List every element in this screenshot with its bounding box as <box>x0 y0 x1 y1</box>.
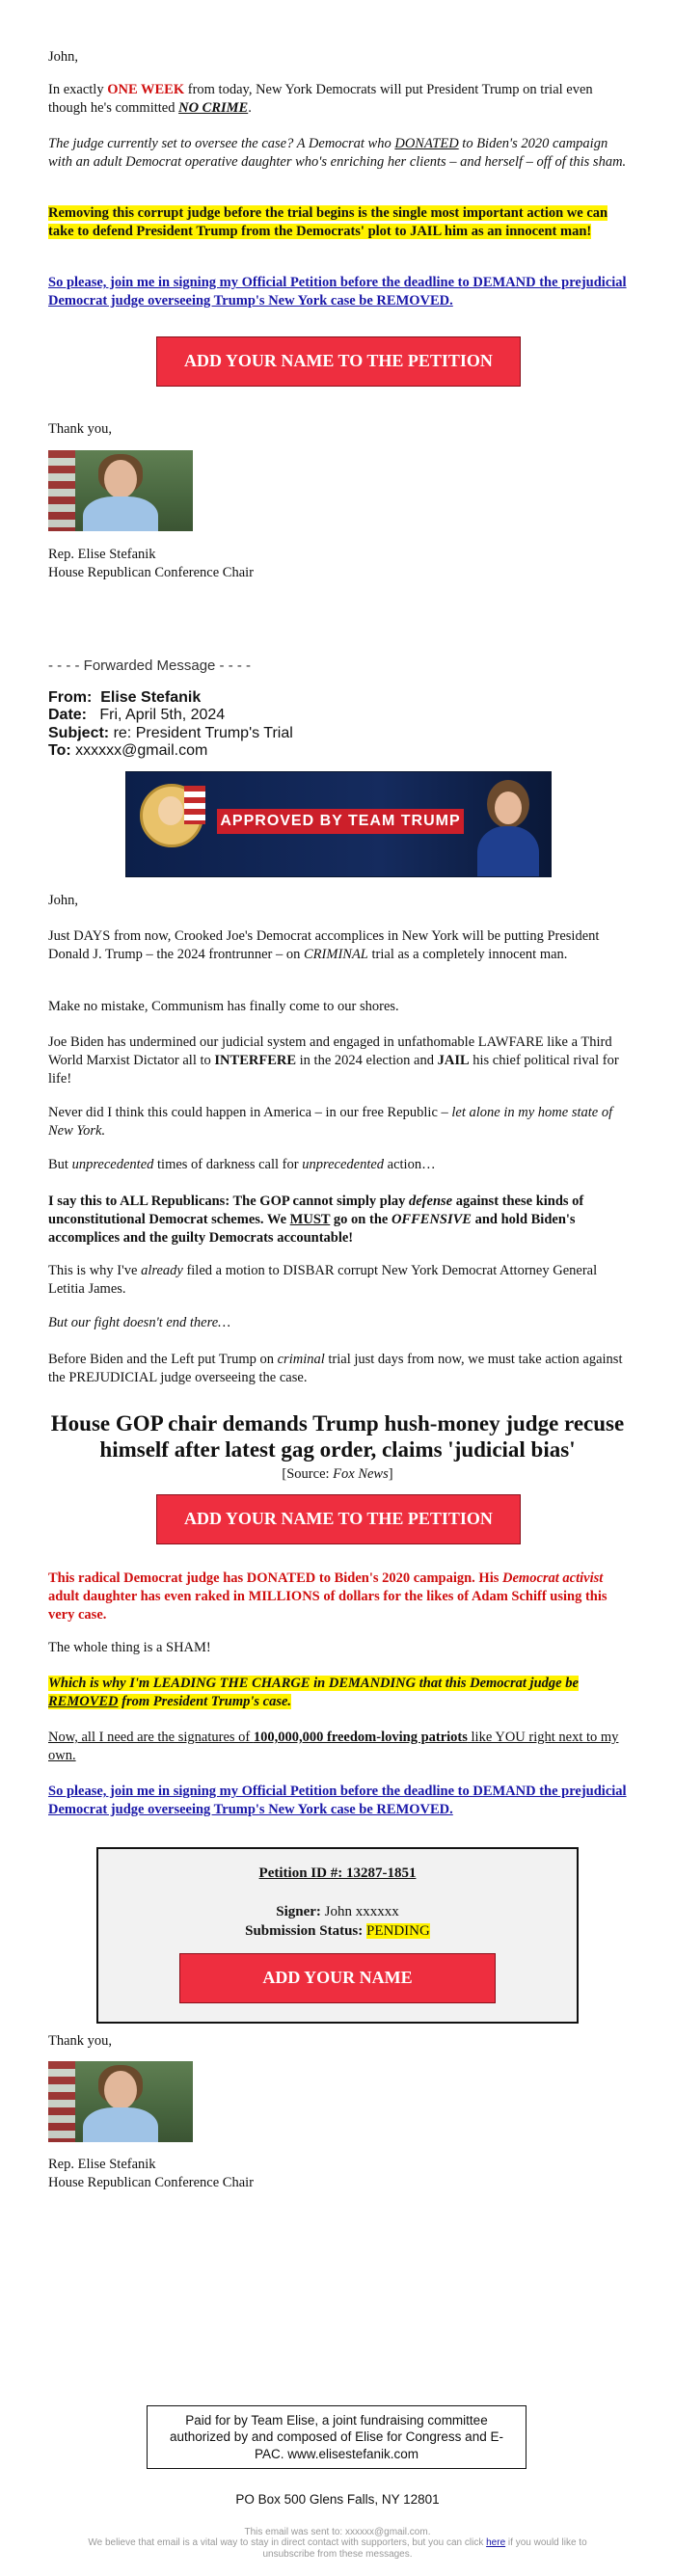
approved-banner <box>125 771 552 877</box>
signer-title: House Republican Conference Chair <box>48 565 254 580</box>
highlighted-callout: Removing this corrupt judge before the trial begins is the single most important action we can take to defend President Trump from the Democrats' plot to JAIL him as an innocent man! <box>48 205 608 239</box>
unsubscribe-notice: We believe that email is a vital way to stay in direct contact with supporters, but you can click here if you would like to unsubscribe from these messages. <box>88 2537 587 2560</box>
paragraph: In exactly ONE WEEK from today, New York Democrats will put President Trump on trial even though he's committed NO CRIME. <box>48 82 593 116</box>
news-headline: House GOP chair demands Trump hush-money judge recuse himself after latest gag order, claims 'judicial bias' <box>50 1411 625 1462</box>
add-name-button[interactable]: ADD YOUR NAME <box>179 1953 496 2003</box>
paragraph: The whole thing is a SHAM! <box>48 1640 211 1655</box>
signer-photo <box>48 450 193 531</box>
paragraph: But unprecedented times of darkness call for unprecedented action… <box>48 1157 436 1172</box>
signer-name: Rep. Elise Stefanik <box>48 547 156 562</box>
source-line: [Source: Fox News] <box>282 1466 393 1482</box>
from-line: From: Elise Stefanik <box>48 689 202 706</box>
paragraph: Make no mistake, Communism has finally come to our shores. <box>48 999 399 1014</box>
status-badge: PENDING <box>366 1923 430 1939</box>
paragraph: The judge currently set to oversee the case? A Democrat who DONATED to Biden's 2020 campaign with an adult Democrat operative daughter who's enriching her clients – and herself – off of this sham. <box>48 136 627 170</box>
petition-card <box>96 1847 579 2024</box>
paid-for-disclaimer: Paid for by Team Elise, a joint fundraising committee authorized by and composed of Elise for Congress and E-PAC. www.elisestefanik.com <box>147 2405 526 2469</box>
paragraph: This radical Democrat judge has DONATED to Biden's 2020 campaign. His Democrat activist adult daughter has even raked in MILLIONS of dollars for the likes of Adam Schiff using this very case. <box>48 1570 608 1623</box>
sent-to-notice: This email was sent to: xxxxxx@gmail.com. <box>244 2527 431 2537</box>
paragraph: Just DAYS from now, Crooked Joe's Democrat accomplices in New York will be putting President Donald J. Trump – the 2024 frontrunner – on CRIMINAL trial as a completely innocent man. <box>48 928 600 962</box>
signer-name: Rep. Elise Stefanik <box>48 2157 156 2172</box>
banner-text: APPROVED BY TEAM TRUMP <box>217 809 464 834</box>
stefanik-portrait <box>473 778 541 876</box>
unsubscribe-link[interactable]: here <box>486 2537 506 2548</box>
date-line: Date: Fri, April 5th, 2024 <box>48 707 226 724</box>
mailing-address: PO Box 500 Glens Falls, NY 12801 <box>235 2492 440 2507</box>
paragraph: I say this to ALL Republicans: The GOP cannot simply play defense against these kinds of unconstitutional Democrat schemes. We MUST go on the OFFENSIVE and hold Biden's accomplices and the guilty Democrats accountable! <box>48 1194 584 1246</box>
paragraph: Before Biden and the Left put Trump on criminal trial just days from now, we must take action against the PREJUDICIAL judge overseeing the case. <box>48 1352 623 1385</box>
status-row: Submission Status: PENDING <box>245 1923 430 1939</box>
subject-line: Subject: re: President Trump's Trial <box>48 724 293 741</box>
paragraph: Joe Biden has undermined our judicial system and engaged in unfathomable LAWFARE like a Third World Marxist Dictator all to INTERFERE in the 2024 election and JAIL his chief political rival for life! <box>48 1034 619 1087</box>
signer-row: Signer: John xxxxxx <box>276 1904 399 1919</box>
paragraph: Never did I think this could happen in America – in our free Republic – let alone in my home state of New York. <box>48 1105 613 1139</box>
forwarded-label: - - - - Forwarded Message - - - - <box>48 657 252 674</box>
petition-link[interactable]: So please, join me in signing my Official Petition before the deadline to DEMAND the prejudicial Democrat judge overseeing Trump's New York case be REMOVED. <box>48 275 627 309</box>
closing: Thank you, <box>48 2033 113 2049</box>
highlighted-callout: Which is why I'm LEADING THE CHARGE in DEMANDING that this Democrat judge be REMOVED from President Trump's case. <box>48 1676 579 1709</box>
closing: Thank you, <box>48 421 113 437</box>
flag-icon <box>184 786 205 824</box>
petition-link[interactable]: So please, join me in signing my Official Petition before the deadline to DEMAND the prejudicial Democrat judge overseeing Trump's New York case be REMOVED. <box>48 1784 627 1817</box>
forward-header <box>48 689 627 761</box>
to-line: To: xxxxxx@gmail.com <box>48 742 208 760</box>
petition-id: Petition ID #: 13287-1851 <box>258 1865 417 1881</box>
paragraph: But our fight doesn't end there… <box>48 1315 231 1330</box>
greeting: John, <box>48 49 79 65</box>
signer-title: House Republican Conference Chair <box>48 2175 254 2190</box>
paragraph: Now, all I need are the signatures of 100,000,000 freedom-loving patriots like YOU right next to my own. <box>48 1730 619 1763</box>
greeting: John, <box>48 893 79 908</box>
signer-photo <box>48 2061 193 2142</box>
paragraph: This is why I've already filed a motion to DISBAR corrupt New York Democrat Attorney General Letitia James. <box>48 1263 598 1297</box>
add-name-button[interactable]: ADD YOUR NAME TO THE PETITION <box>156 1494 521 1544</box>
add-name-button[interactable]: ADD YOUR NAME TO THE PETITION <box>156 336 521 387</box>
